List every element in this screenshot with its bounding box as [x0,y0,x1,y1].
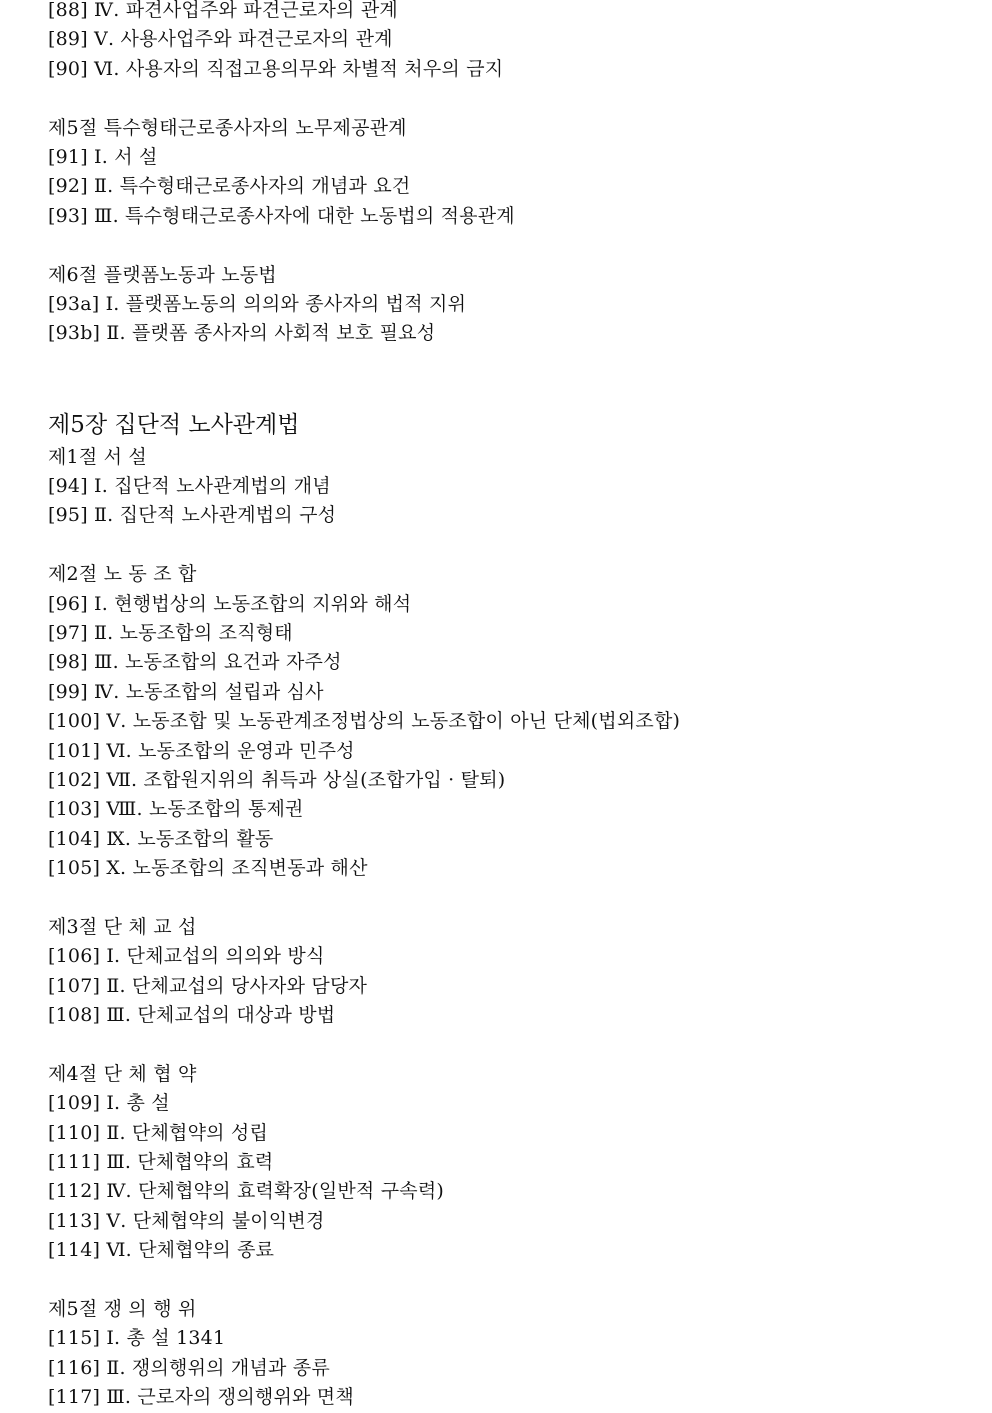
section-heading: 제1절 서 설 [48,445,147,468]
toc-entry: [93a] Ⅰ. 플랫폼노동의 의의와 종사자의 법적 지위 [48,292,467,315]
toc-entry: [88] Ⅳ. 파견사업주와 파견근로자의 관계 [48,0,398,21]
section-heading: 제5절 쟁 의 행 위 [48,1298,197,1321]
toc-entry: [110] Ⅱ. 단체협약의 성립 [48,1121,269,1144]
toc-entry: [99] Ⅳ. 노동조합의 설립과 심사 [48,680,324,703]
section-heading: 제5절 특수형태근로종사자의 노무제공관계 [48,116,407,139]
toc-entry: [95] Ⅱ. 집단적 노사관계법의 구성 [48,504,337,527]
spacer [48,1031,978,1060]
toc-entry: [92] Ⅱ. 특수형태근로종사자의 개념과 요건 [48,175,411,198]
toc-entry: [93] Ⅲ. 특수형태근로종사자에 대한 노동법의 적용관계 [48,204,515,227]
toc-entry: [98] Ⅲ. 노동조합의 요건과 자주성 [48,651,342,674]
toc-entry: [114] Ⅵ. 단체협약의 종료 [48,1239,275,1262]
chapter-title: 제5장 집단적 노사관계법 [48,411,300,438]
section-heading: 제3절 단 체 교 섭 [48,915,197,938]
toc-entry: [117] Ⅲ. 근로자의 쟁의행위와 면책 [48,1386,354,1409]
toc-entry: [112] Ⅳ. 단체협약의 효력확장(일반적 구속력) [48,1180,445,1203]
toc-entry: [91] Ⅰ. 서 설 [48,145,158,168]
toc-entry: [111] Ⅲ. 단체협약의 효력 [48,1151,274,1174]
spacer [48,349,978,407]
spacer [48,84,978,113]
toc-entry: [96] Ⅰ. 현행법상의 노동조합의 지위와 해석 [48,592,412,615]
toc-entry: [101] Ⅵ. 노동조합의 운영과 민주성 [48,739,355,762]
toc-entry: [115] Ⅰ. 총 설 1341 [48,1327,226,1350]
toc-entry: [102] Ⅶ. 조합원지위의 취득과 상실(조합가입 · 탈퇴) [48,768,506,791]
spacer [48,231,978,260]
toc-entry: [89] Ⅴ. 사용사업주와 파견근로자의 관계 [48,28,393,51]
toc-entry: [94] Ⅰ. 집단적 노사관계법의 개념 [48,475,331,498]
spacer [48,1266,978,1295]
toc-entry: [109] Ⅰ. 총 설 [48,1092,170,1115]
toc-entry: [105] Ⅹ. 노동조합의 조직변동과 해산 [48,857,368,880]
toc-entry: [107] Ⅱ. 단체교섭의 당사자와 담당자 [48,974,368,997]
toc-entry: [113] Ⅴ. 단체협약의 불이익변경 [48,1209,325,1232]
toc-entry: [97] Ⅱ. 노동조합의 조직형태 [48,622,293,645]
spacer [48,884,978,913]
toc-entry: [100] Ⅴ. 노동조합 및 노동관계조정법상의 노동조합이 아닌 단체(법외조합) [48,710,681,733]
toc-entry: [116] Ⅱ. 쟁의행위의 개념과 종류 [48,1356,330,1379]
toc-entry: [108] Ⅲ. 단체교섭의 대상과 방법 [48,1004,336,1027]
spacer [48,531,978,560]
section-heading: 제6절 플랫폼노동과 노동법 [48,263,277,286]
section-heading: 제2절 노 동 조 합 [48,563,197,586]
section-heading: 제4절 단 체 협 약 [48,1062,197,1085]
toc-entry: [104] Ⅸ. 노동조합의 활동 [48,827,274,850]
toc-entry: [106] Ⅰ. 단체교섭의 의의와 방식 [48,945,325,968]
toc-entry: [93b] Ⅱ. 플랫폼 종사자의 사회적 보호 필요성 [48,322,436,345]
toc-entry: [103] Ⅷ. 노동조합의 통제권 [48,798,304,821]
table-of-contents [48,0,978,1413]
toc-entry: [90] Ⅵ. 사용자의 직접고용의무와 차별적 처우의 금지 [48,57,504,80]
